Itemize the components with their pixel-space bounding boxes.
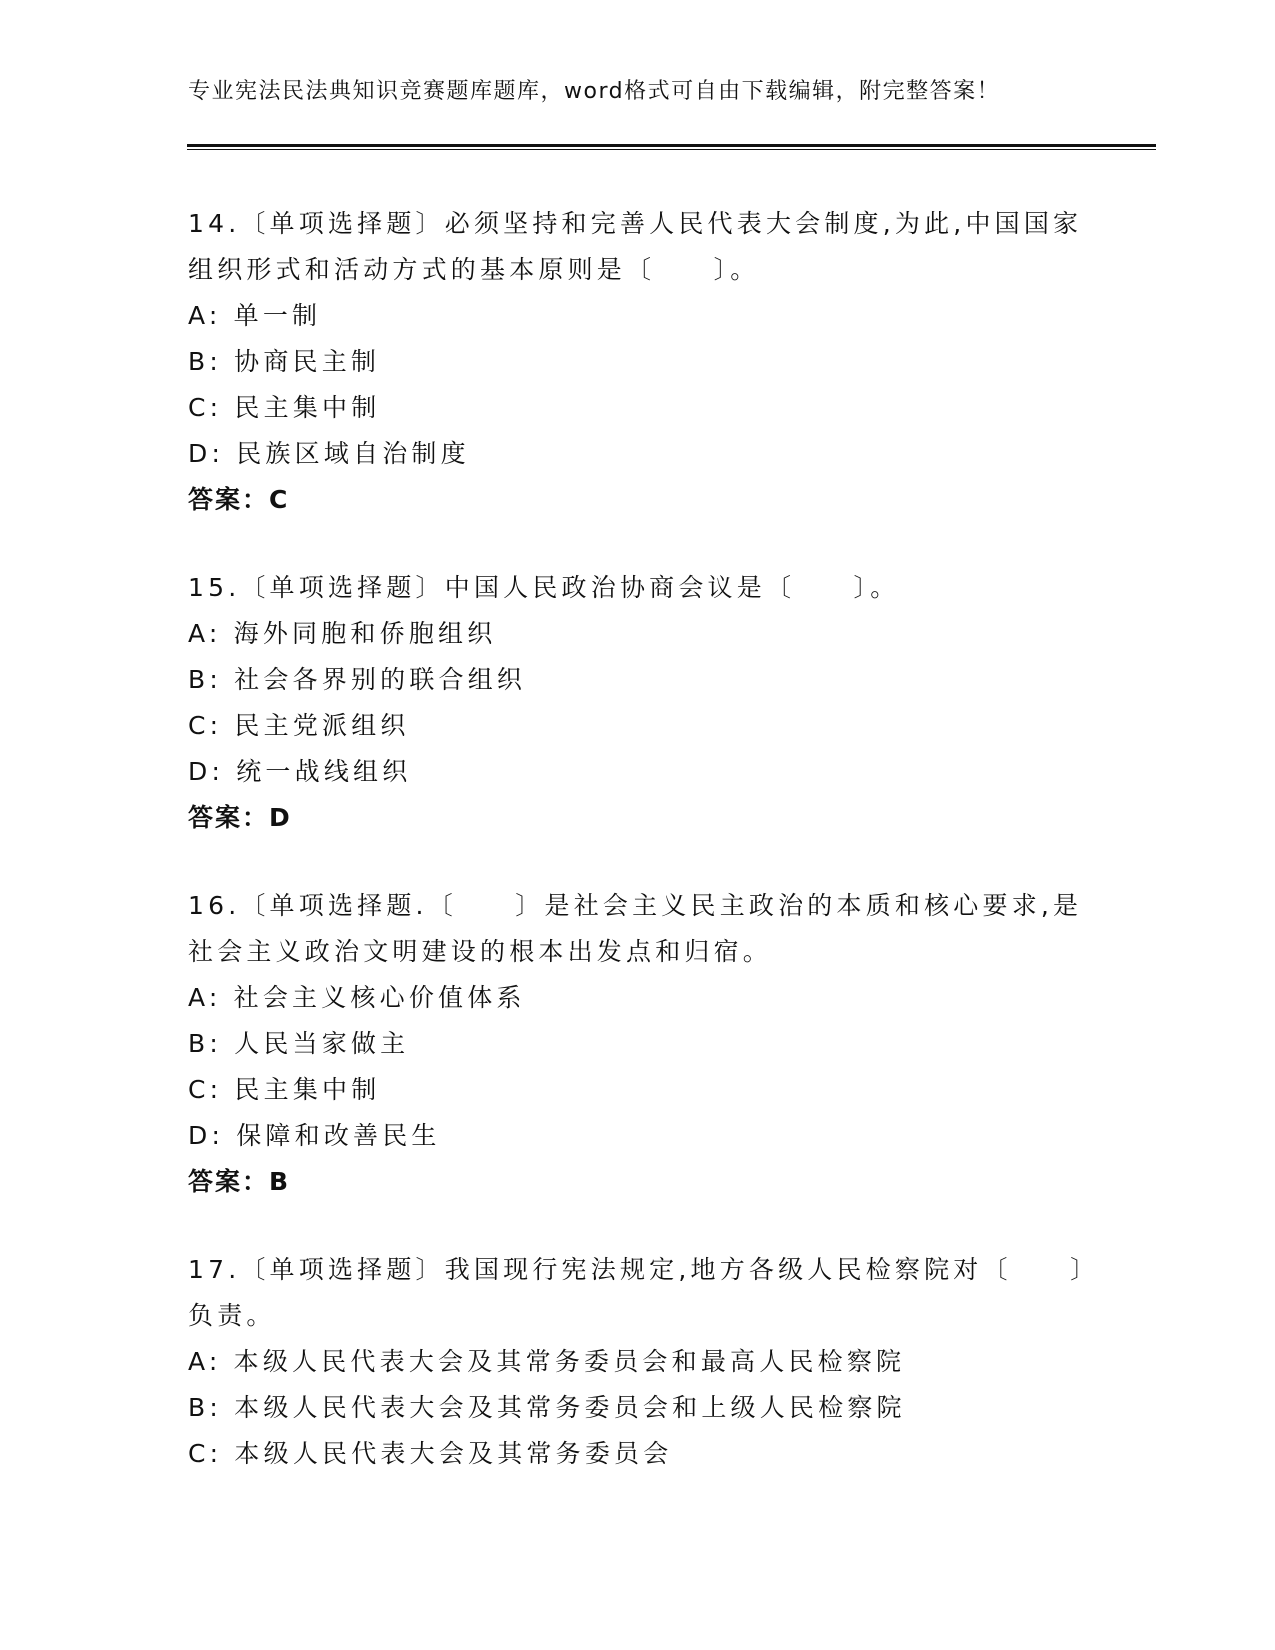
question-17	[188, 1247, 1100, 1477]
question-list	[188, 201, 1100, 1519]
answer: 答案：C	[188, 485, 290, 514]
question-stem: 14.〔单项选择题〕必须坚持和完善人民代表大会制度,为此,中国国家	[188, 209, 1083, 238]
option-c: C: 民主集中制	[188, 393, 381, 422]
page-header: 专业宪法民法典知识竞赛题库题库，word格式可自由下载编辑，附完整答案！	[188, 79, 1001, 104]
option-a: A: 单一制	[188, 301, 322, 330]
question-stem: 组织形式和活动方式的基本原则是〔 〕。	[188, 255, 760, 284]
option-b: B: 人民当家做主	[188, 1029, 410, 1058]
option-a: A: 海外同胞和侨胞组织	[188, 619, 497, 648]
header-divider-thin	[187, 149, 1156, 150]
option-c: C: 本级人民代表大会及其常务委员会	[188, 1439, 673, 1468]
question-stem: 负责。	[188, 1301, 276, 1330]
answer: 答案：B	[188, 1167, 291, 1196]
answer: 答案：D	[188, 803, 292, 832]
option-d: D: 统一战线组织	[188, 757, 412, 786]
option-a: A: 社会主义核心价值体系	[188, 983, 526, 1012]
option-c: C: 民主集中制	[188, 1075, 381, 1104]
option-b: B: 社会各界别的联合组织	[188, 665, 527, 694]
question-16	[188, 883, 1088, 1205]
question-stem: 17.〔单项选择题〕我国现行宪法规定,地方各级人民检察院对〔 〕	[188, 1255, 1100, 1284]
option-d: D: 保障和改善民生	[188, 1121, 441, 1150]
option-c: C: 民主党派组织	[188, 711, 410, 740]
option-d: D: 民族区域自治制度	[188, 439, 470, 468]
question-14	[188, 201, 1088, 523]
question-stem: 社会主义政治文明建设的根本出发点和归宿。	[188, 937, 773, 966]
header-divider-thick	[187, 144, 1156, 147]
option-a: A: 本级人民代表大会及其常务委员会和最高人民检察院	[188, 1347, 906, 1376]
question-15	[188, 565, 1088, 841]
option-b: B: 协商民主制	[188, 347, 381, 376]
question-stem: 16.〔单项选择题.〔 〕是社会主义民主政治的本质和核心要求,是	[188, 891, 1083, 920]
question-stem: 15.〔单项选择题〕中国人民政治协商会议是〔 〕。	[188, 573, 900, 602]
option-b: B: 本级人民代表大会及其常务委员会和上级人民检察院	[188, 1393, 906, 1422]
